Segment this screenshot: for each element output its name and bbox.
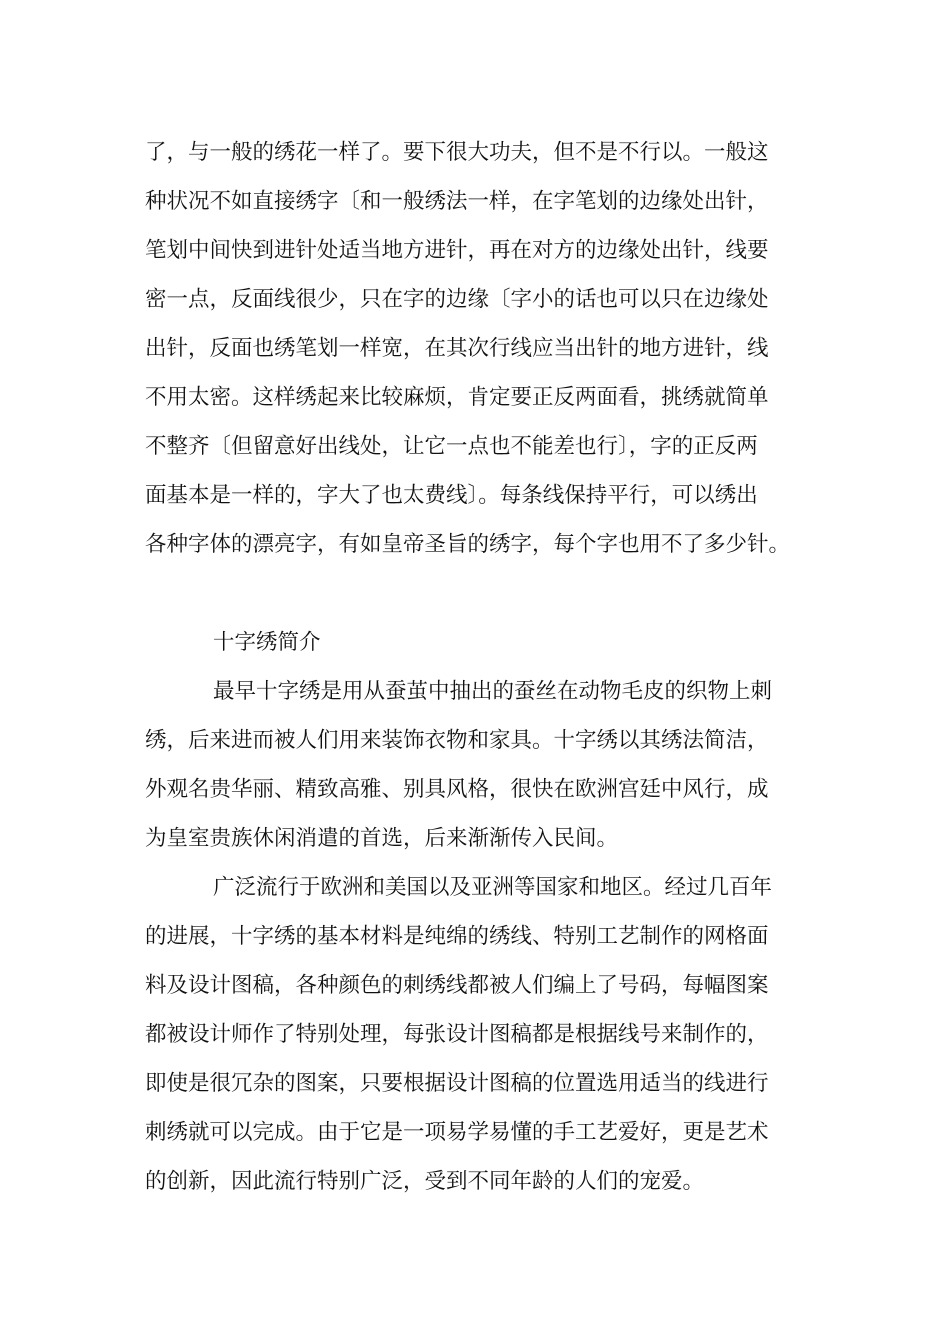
text-line: 各种字体的漂亮字，有如皇帝圣旨的绣字，每个字也用不了多少针。 bbox=[145, 532, 791, 557]
text-line: 为皇室贵族休闲消遣的首选，后来渐渐传入民间。 bbox=[145, 826, 619, 851]
text-line: 种状况不如直接绣字〔和一般绣法一样，在字笔划的边缘处出针， bbox=[145, 189, 769, 214]
text-line: 面基本是一样的，字大了也太费线〕。每条线保持平行，可以绣出 bbox=[145, 483, 758, 508]
text-line: 出针，反面也绣笔划一样宽，在其次行线应当出针的地方进针，线 bbox=[145, 336, 769, 361]
text-line: 了，与一般的绣花一样了。要下很大功夫，但不是不行以。一般这 bbox=[145, 140, 769, 165]
text-line: 密一点，反面线很少，只在字的边缘〔字小的话也可以只在边缘处 bbox=[145, 287, 769, 312]
text-line: 笔划中间快到进针处适当地方进针，再在对方的边缘处出针，线要 bbox=[145, 238, 769, 263]
text-line: 料及设计图稿，各种颜色的刺绣线都被人们编上了号码，每幅图案 bbox=[145, 973, 769, 998]
text-line: 即使是很冗杂的图案，只要根据设计图稿的位置选用适当的线进行 bbox=[145, 1071, 769, 1096]
text-line: 不用太密。这样绣起来比较麻烦，肯定要正反两面看，挑绣就简单 bbox=[145, 385, 769, 410]
text-line: 广泛流行于欧洲和美国以及亚洲等国家和地区。经过几百年 bbox=[213, 875, 773, 900]
text-line: 最早十字绣是用从蚕茧中抽出的蚕丝在动物毛皮的织物上刺 bbox=[213, 679, 773, 704]
text-line: 不整齐〔但留意好出线处，让它一点也不能差也行〕，字的正反两 bbox=[145, 434, 758, 459]
text-line: 刺绣就可以完成。由于它是一项易学易懂的手工艺爱好，更是艺术 bbox=[145, 1120, 769, 1145]
text-line: 外观名贵华丽、精致高雅、别具风格，很快在欧洲宫廷中风行，成 bbox=[145, 777, 769, 802]
text-line: 都被设计师作了特别处理，每张设计图稿都是根据线号来制作的， bbox=[145, 1022, 769, 1047]
text-line: 绣，后来进而被人们用来装饰衣物和家具。十字绣以其绣法简洁， bbox=[145, 728, 769, 753]
text-line: 的创新，因此流行特别广泛，受到不同年龄的人们的宠爱。 bbox=[145, 1169, 705, 1194]
section-heading: 十字绣简介 bbox=[213, 630, 321, 655]
text-line: 的进展，十字绣的基本材料是纯绵的绣线、特别工艺制作的网格面 bbox=[145, 924, 769, 949]
